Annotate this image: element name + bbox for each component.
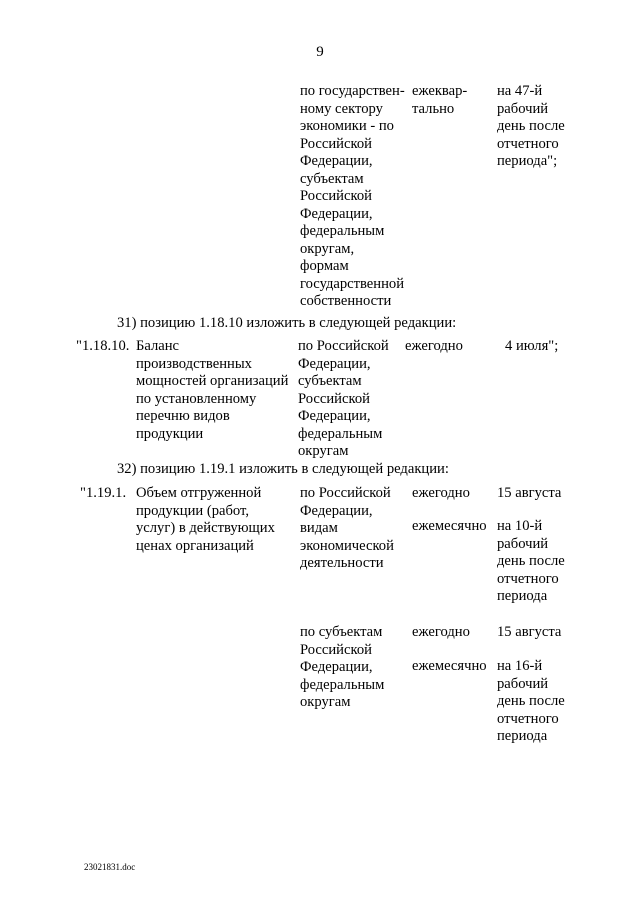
item-32-row2-breakdown: по субъектам Российской Федерации, федеральным округам bbox=[300, 624, 385, 710]
item-32-row1-deadline-a: 15 августа bbox=[497, 485, 562, 501]
item-32-row1-periodicity-a: ежегодно bbox=[412, 485, 470, 501]
item-32-row2-periodicity-a: ежегодно bbox=[412, 624, 470, 640]
item-31-name: Баланс производственных мощностей организаций по установленному перечню видов продукции bbox=[136, 338, 289, 442]
item-32-row2-deadline-a: 15 августа bbox=[497, 624, 562, 640]
item-32-row2-periodicity-b: ежемесячно bbox=[412, 658, 487, 674]
item-32-intro: 32) позицию 1.19.1 изложить в следующей редакции: bbox=[117, 461, 449, 477]
item-32-row1-periodicity-b: ежемесячно bbox=[412, 518, 487, 534]
deadline-cell: на 47-й рабочий день после отчетного периода"; bbox=[497, 83, 565, 169]
item-32-row1-breakdown: по Российской Федерации, видам экономической деятельности bbox=[300, 485, 394, 571]
item-32-name: Объем отгруженной продукции (работ, услуг) в действующих ценах организаций bbox=[136, 485, 275, 554]
item-32-row2-deadline-b: на 16-й рабочий день после отчетного периода bbox=[497, 658, 565, 744]
item-31-breakdown: по Российской Федерации, субъектам Российской Федерации, федеральным округам bbox=[298, 338, 389, 459]
item-31-periodicity: ежегодно bbox=[405, 338, 463, 354]
item-31-intro: 31) позицию 1.18.10 изложить в следующей редакции: bbox=[117, 315, 457, 331]
breakdown-cell: по государствен- ному сектору экономики - по Российской Федерации, субъектам Российской Федерации, федеральным округам, формам государственной собственности bbox=[300, 83, 405, 309]
footer-filename: 23021831.doc bbox=[84, 862, 136, 872]
item-31-deadline: 4 июля"; bbox=[505, 338, 559, 354]
item-32-row1-deadline-b: на 10-й рабочий день после отчетного периода bbox=[497, 518, 565, 604]
periodicity-cell: ежеквар- тально bbox=[412, 83, 468, 117]
item-31-code: "1.18.10. bbox=[76, 338, 130, 354]
item-32-code: "1.19.1. bbox=[80, 485, 127, 501]
page-number: 9 bbox=[316, 44, 324, 60]
